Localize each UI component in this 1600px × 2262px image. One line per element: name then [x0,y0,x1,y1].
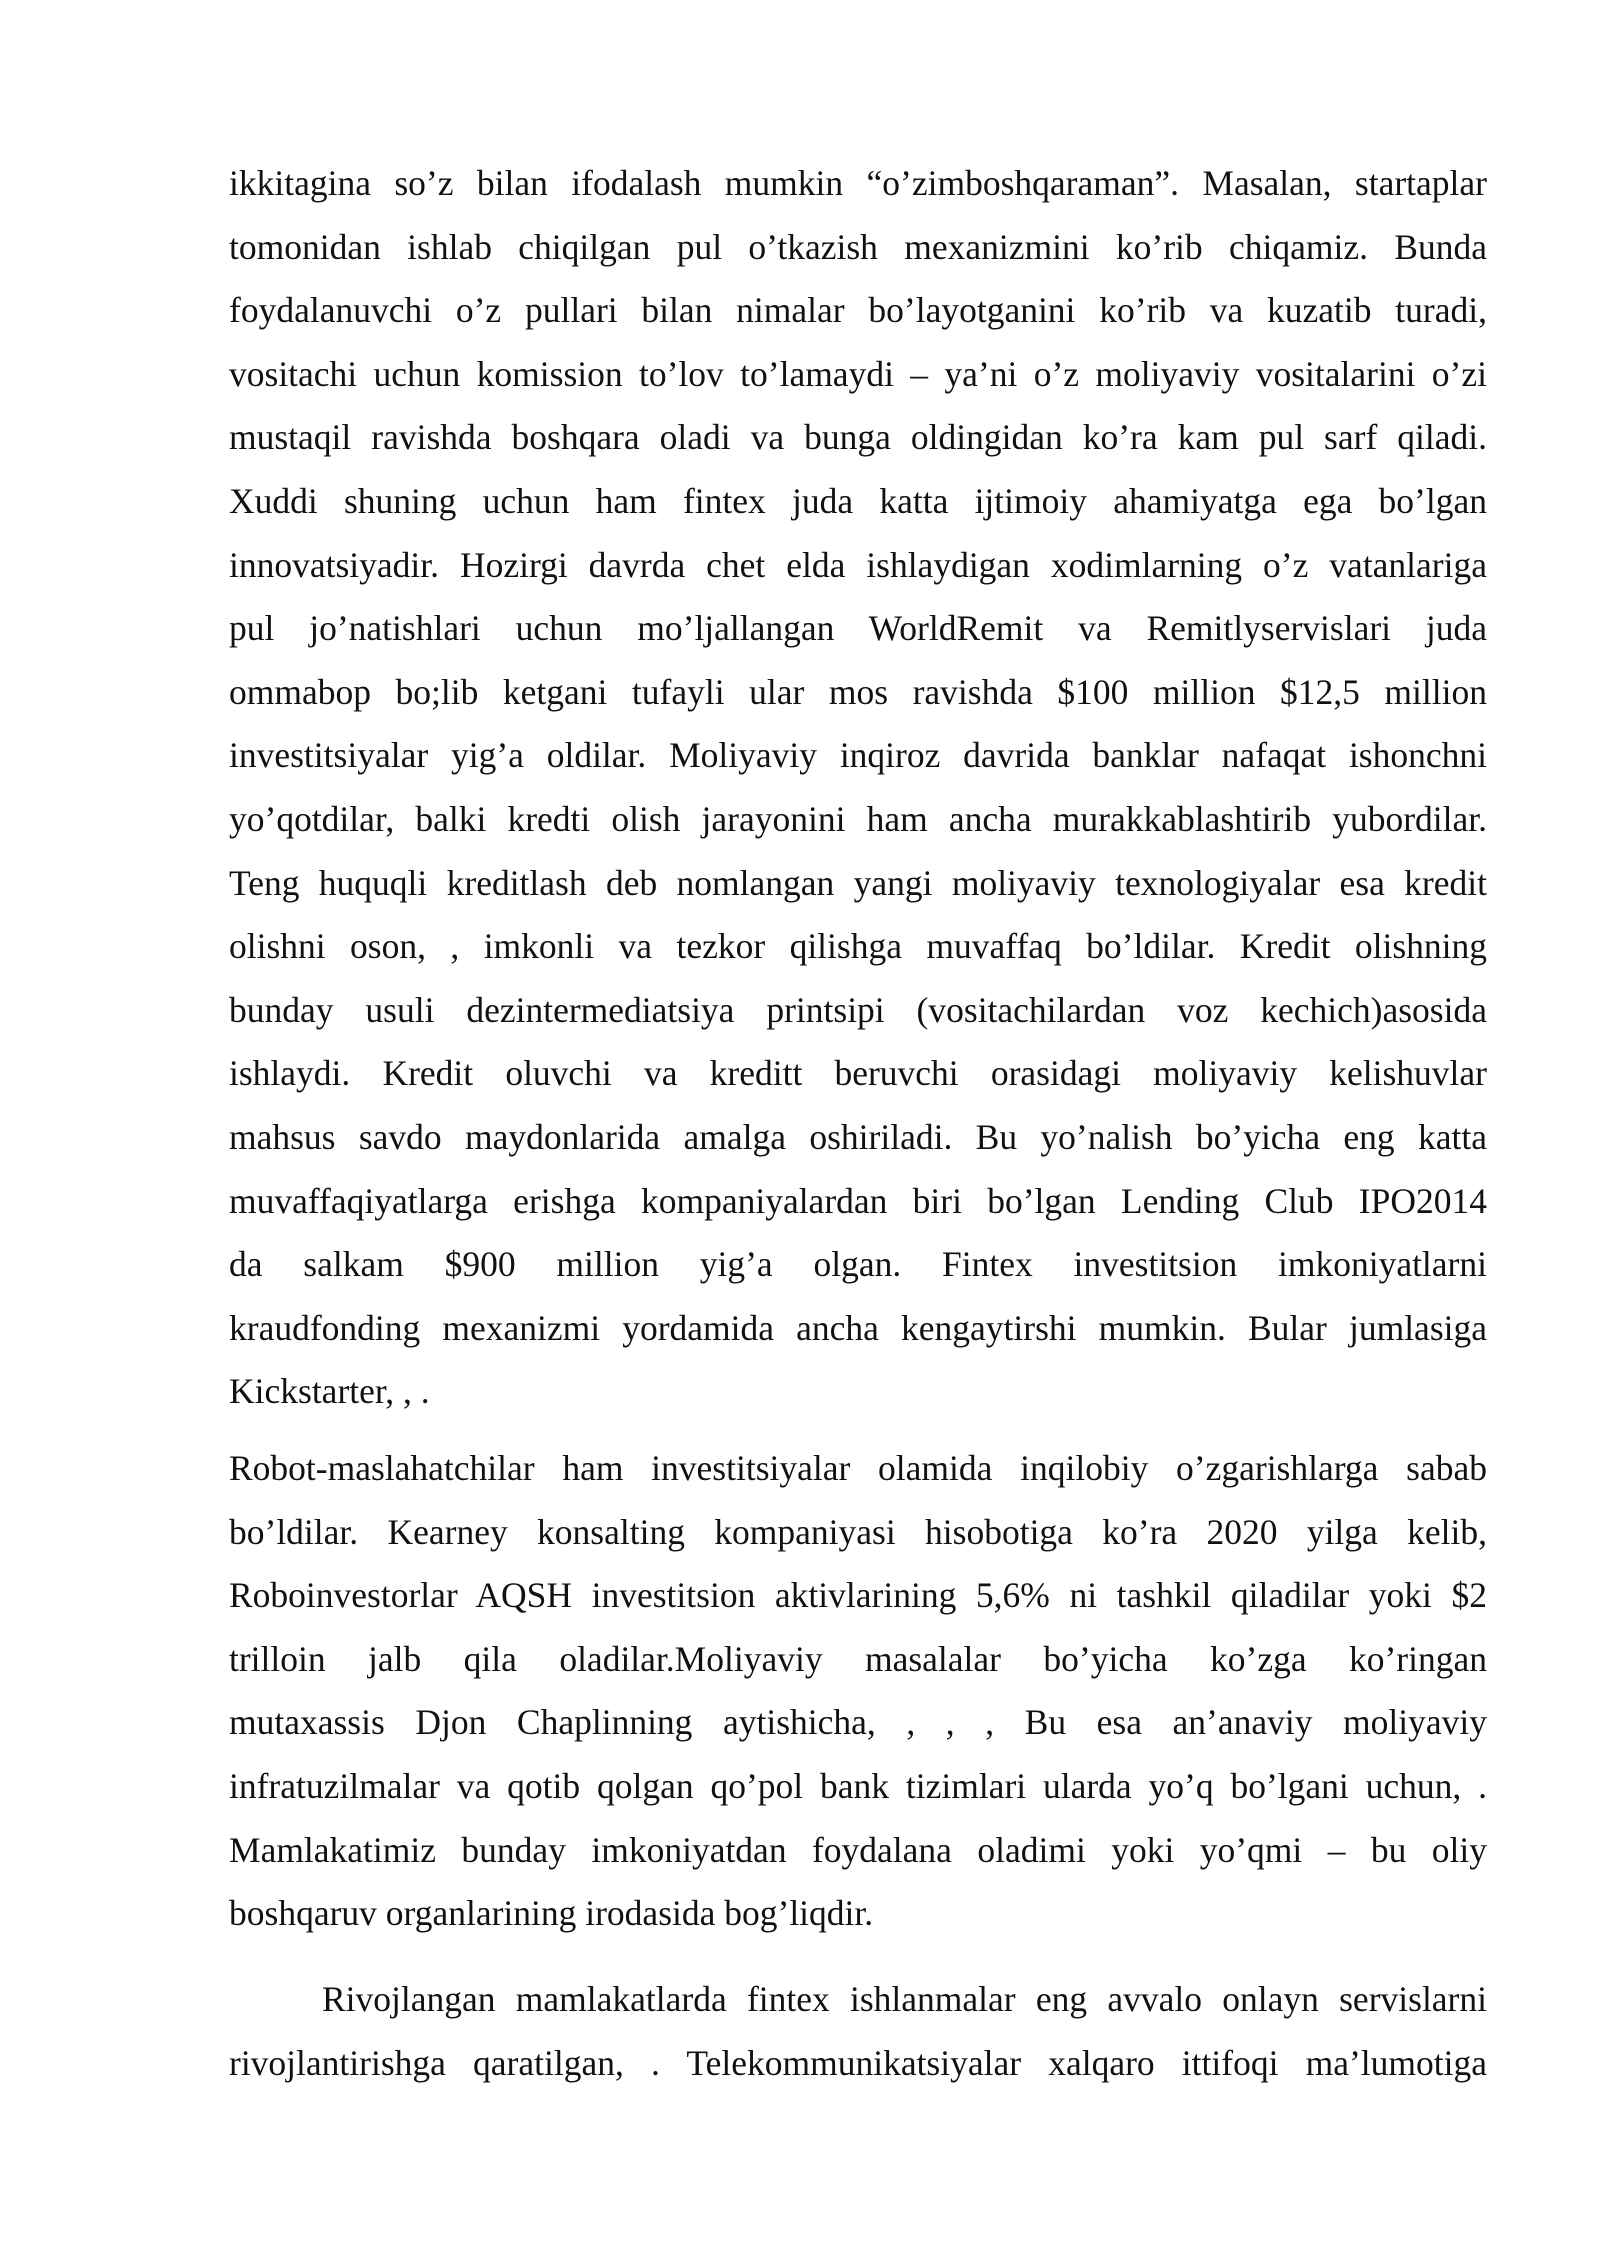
text-line: ishlaydi. Kredit oluvchi va kreditt beruvchi orasidagi moliyaviy kelishuvlar [229,1053,1487,1094]
text-line: bo’ldilar. Kearney konsalting kompaniyasi hisobotiga ko’ra 2020 yilga kelib, [229,1511,1487,1552]
text-line: mustaqil ravishda boshqara oladi va bunga oldingidan ko’ra kam pul sarf qiladi. [229,417,1487,458]
text-line: infratuzilmalar va qotib qolgan qo’pol bank tizimlari ularda yo’q bo’lgani uchun, . [229,1765,1487,1806]
text-line: foydalanuvchi o’z pullari bilan nimalar bo’layotganini ko’rib va kuzatib turadi, [229,290,1487,331]
text-line: vositachi uchun komission to’lov to’lamaydi – ya’ni o’z moliyaviy vositalarini o’zi [229,353,1487,394]
text-line: Teng huquqli kreditlash deb nomlangan yangi moliyaviy texnologiyalar esa kredit [229,862,1487,903]
text-line: trilloin jalb qila oladilar.Moliyaviy masalalar bo’yicha ko’zga ko’ringan [229,1638,1487,1679]
text-line: ikkitagina so’z bilan ifodalash mumkin “o’zimboshqaraman”. Masalan, startaplar [229,163,1487,203]
paragraph-developed-countries [229,1968,1487,2095]
text-line: investitsiyalar yig’a oldilar. Moliyaviy inqiroz davrida banklar nafaqat ishonchni [229,735,1487,776]
text-line: boshqaruv organlarining irodasida bog’liqdir. [229,1893,874,1934]
text-line: ommabop bo;lib ketgani tufayli ular mos ravishda $100 million $12,5 million [229,671,1487,712]
text-line: mahsus savdo maydonlarida amalga oshiriladi. Bu yo’nalish bo’yicha eng katta [229,1116,1487,1157]
text-line: Roboinvestorlar AQSH investitsion aktivlarining 5,6% ni tashkil qiladilar yoki $2 [229,1575,1487,1616]
text-line: rivojlantirishga qaratilgan, . Telekommunikatsiyalar xalqaro ittifoqi ma’lumotiga [229,2042,1487,2083]
text-line: Rivojlangan mamlakatlarda fintex ishlanmalar eng avvalo onlayn servislarni [322,1979,1487,2019]
text-line: pul jo’natishlari uchun mo’ljallangan WorldRemit va Remitlyservislari juda [229,608,1487,649]
text-line: bunday usuli dezintermediatsiya printsipi (vositachilardan voz kechich)asosida [229,989,1487,1030]
text-line: kraudfonding mexanizmi yordamida ancha kengaytirshi mumkin. Bular jumlasiga [229,1307,1487,1348]
text-line: da salkam $900 million yig’a olgan. Fintex investitsion imkoniyatlarni [229,1244,1487,1285]
text-line: mutaxassis Djon Chaplinning aytishicha, , , , Bu esa an’anaviy moliyaviy [229,1702,1487,1743]
text-line: Robot-maslahatchilar ham investitsiyalar olamida inqilobiy o’zgarishlarga sabab [229,1448,1487,1488]
text-line: muvaffaqiyatlarga erishga kompaniyalardan biri bo’lgan Lending Club IPO2014 [229,1180,1487,1221]
text-line: innovatsiyadir. Hozirgi davrda chet elda ishlaydigan xodimlarning o’z vatanlariga [229,544,1487,585]
text-line: Xuddi shuning uchun ham fintex juda katta ijtimoiy ahamiyatga ega bo’lgan [229,480,1487,521]
text-line: Mamlakatimiz bunday imkoniyatdan foydalana oladimi yoki yo’qmi – bu oliy [229,1829,1487,1870]
paragraph-robo-advisors [229,1437,1487,1946]
text-line: Kickstarter, , . [229,1371,430,1412]
text-line: olishni oson, , imkonli va tezkor qilishga muvaffaq bo’ldilar. Kredit olishning [229,926,1487,967]
paragraph-fintech-overview [229,152,1487,1424]
text-line: tomonidan ishlab chiqilgan pul o’tkazish mexanizmini ko’rib chiqamiz. Bunda [229,226,1487,267]
text-line: yo’qotdilar, balki kredti olish jarayonini ham ancha murakkablashtirib yubordilar. [229,798,1487,839]
